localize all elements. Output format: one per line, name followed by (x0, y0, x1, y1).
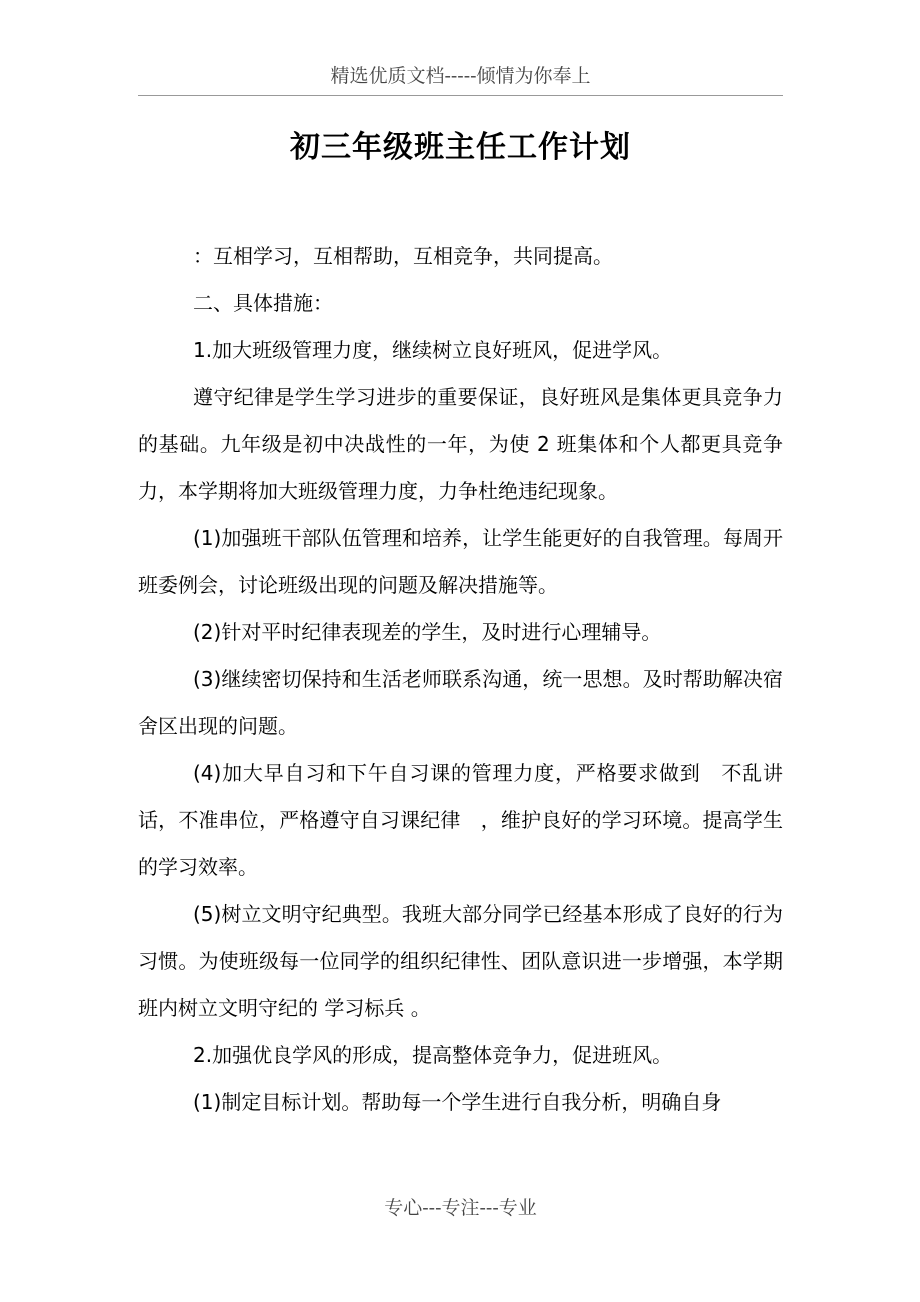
paragraph: 1.加大班级管理力度，继续树立良好班风，促进学风。 (193, 338, 673, 362)
paragraph: (2)针对平时纪律表现差的学生，及时进行心理辅导。 (193, 620, 662, 644)
paragraph: 二、具体措施： (193, 291, 333, 315)
header-divider (138, 95, 783, 96)
document-title: 初三年级班主任工作计划 (290, 130, 631, 165)
paragraph: (1)加强班干部队伍管理和培养，让学生能更好的自我管理。每周开班委例会，讨论班级出现的问题及解决措施等。 (138, 526, 783, 597)
paragraph: (4)加大早自习和下午自习课的管理力度，严格要求做到 不乱讲话，不准串位，严格遵守自习课纪律 ，维护良好的学习环境。提高学生的学习效率。 (138, 761, 783, 879)
paragraph: (1)制定目标计划。帮助每一个学生进行自我分析，明确自身 (193, 1090, 722, 1114)
paragraph: (5)树立文明守纪典型。我班大部分同学已经基本形成了良好的行为习惯。为使班级每一位同学的组织纪律性、团队意识进一步增强，本学期班内树立文明守纪的 学习标兵 。 (138, 902, 783, 1020)
paragraph: 2.加强优良学风的形成，提高整体竞争力，促进班风。 (193, 1043, 673, 1067)
page-header: 精选优质文档-----倾情为你奉上 (330, 65, 591, 87)
document-body (138, 233, 783, 1126)
paragraph: (3)继续密切保持和生活老师联系沟通，统一思想。及时帮助解决宿舍区出现的问题。 (138, 667, 783, 738)
paragraph: 遵守纪律是学生学习进步的重要保证，良好班风是集体更具竞争力的基础。九年级是初中决战性的一年，为使 2 班集体和个人都更具竞争力，本学期将加大班级管理力度，力争杜绝违纪现象。 (138, 385, 783, 503)
paragraph: ：互相学习，互相帮助，互相竞争，共同提高。 (193, 244, 613, 268)
page-footer: 专心---专注---专业 (384, 1197, 537, 1219)
